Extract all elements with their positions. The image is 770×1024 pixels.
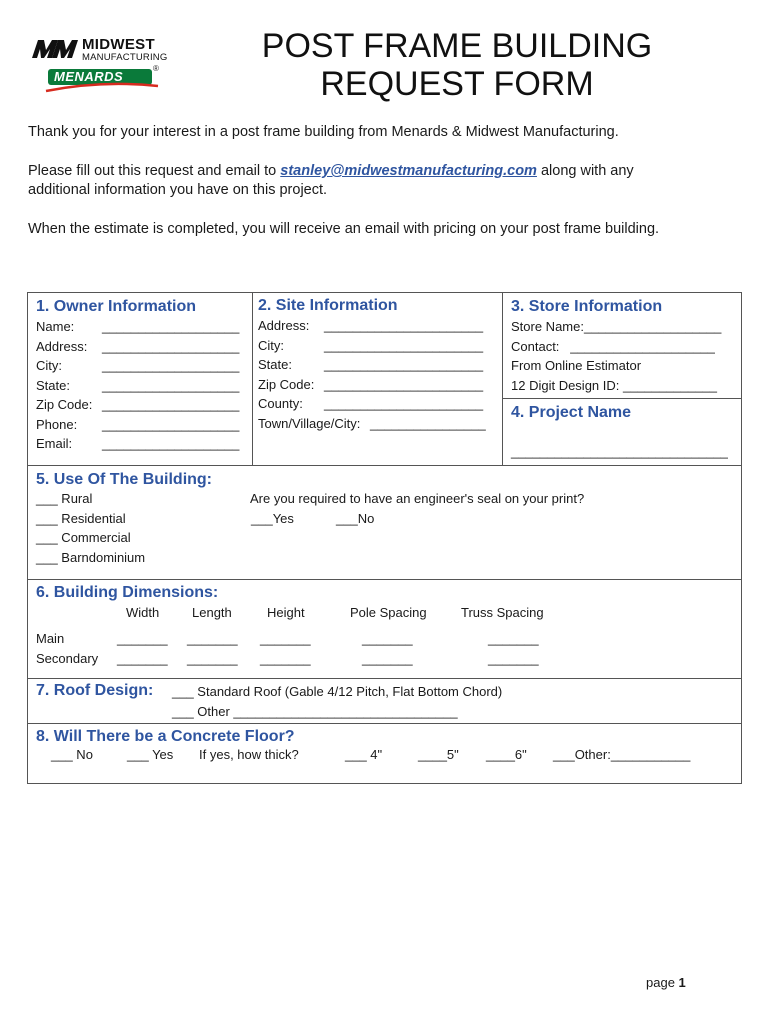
page-footer	[646, 975, 686, 990]
owner-email-label: Email:	[36, 436, 73, 451]
midwest-logo-text: MIDWEST	[82, 36, 155, 53]
intro-fill-suffix: along with any	[536, 163, 634, 179]
concrete-other[interactable]: ___Other:___________	[553, 747, 691, 762]
intro-thanks: Thank you for your interest in a post frame building from Menards & Midwest Manufacturing.	[28, 124, 619, 140]
intro-instructions-line2: additional information you have on this project.	[28, 182, 328, 198]
site-state-field[interactable]: ______________________	[324, 357, 484, 372]
page-title	[232, 27, 682, 103]
store-contact-field[interactable]: Contact: ____________________	[511, 338, 715, 354]
secondary-width-field[interactable]: _______	[117, 650, 168, 666]
divider-section-6	[27, 579, 742, 580]
owner-city-field[interactable]: ___________________	[102, 358, 240, 373]
concrete-5-inch[interactable]: ____5"	[418, 747, 459, 762]
owner-name-label: Name:	[36, 319, 75, 334]
site-address-label: Address:	[258, 318, 310, 333]
use-option-rural[interactable]: ___ Rural	[36, 491, 93, 506]
owner-state-field[interactable]: ___________________	[102, 377, 240, 393]
main-height-field[interactable]: _______	[260, 631, 311, 646]
secondary-height-field[interactable]: _______	[260, 650, 311, 666]
col-length: Length	[192, 605, 232, 620]
owner-heading: 1. Owner Information	[36, 298, 197, 315]
menards-logo	[44, 66, 160, 94]
owner-phone-field[interactable]: ___________________	[102, 416, 240, 432]
secondary-truss-spacing-field[interactable]: _______	[488, 650, 539, 666]
store-heading: 3. Store Information	[511, 298, 663, 315]
use-option-barndominium[interactable]: ___ Barndominium	[36, 549, 146, 565]
divider-1-2	[252, 292, 253, 465]
intro-estimate: When the estimate is completed, you will receive an email with pricing on your post frame building.	[28, 221, 660, 237]
registered-mark: ®	[153, 64, 159, 73]
engineer-seal-yes[interactable]: ___Yes	[251, 510, 294, 526]
dimensions-heading: 6. Building Dimensions:	[36, 584, 219, 601]
site-town-label: Town/Village/City:	[258, 415, 361, 431]
site-heading: 2. Site Information	[258, 297, 398, 314]
concrete-heading: 8. Will There be a Concrete Floor?	[36, 728, 295, 745]
divider-section-5	[27, 465, 742, 466]
main-truss-spacing-field[interactable]: _______	[488, 631, 539, 646]
project-name-field[interactable]: ______________________________	[511, 444, 728, 459]
owner-city-label: City:	[36, 358, 62, 373]
site-city-label: City:	[258, 337, 284, 353]
col-height: Height	[267, 605, 305, 620]
concrete-no[interactable]: ___ No	[51, 747, 93, 762]
use-option-residential[interactable]: ___ Residential	[36, 510, 126, 526]
roof-heading: 7. Roof Design:	[36, 682, 154, 699]
page-label: page	[646, 975, 675, 990]
menards-logo-text: MENARDS	[54, 69, 124, 84]
store-design-id-field[interactable]: 12 Digit Design ID: _____________	[511, 377, 717, 393]
midwest-logo	[30, 36, 170, 96]
midwest-mm-icon	[32, 38, 78, 60]
site-city-field[interactable]: ______________________	[324, 337, 484, 353]
site-zip-field[interactable]: ______________________	[324, 376, 484, 392]
site-state-label: State:	[258, 357, 292, 372]
owner-email-field[interactable]: ___________________	[102, 436, 240, 451]
intro-fill-prefix: Please fill out this request and email to	[28, 163, 281, 179]
site-town-field[interactable]: ________________	[370, 415, 486, 431]
owner-address-label: Address:	[36, 338, 88, 354]
store-estimator-label: From Online Estimator	[511, 358, 642, 373]
divider-3-4	[502, 398, 742, 399]
col-truss-spacing: Truss Spacing	[461, 605, 544, 620]
owner-phone-label: Phone:	[36, 416, 78, 432]
roof-option-standard[interactable]: ___ Standard Roof (Gable 4/12 Pitch, Flat Bottom Chord)	[172, 684, 503, 699]
main-length-field[interactable]: _______	[187, 631, 238, 646]
roof-option-other[interactable]: ___ Other _______________________________	[172, 703, 458, 719]
site-county-label: County:	[258, 396, 303, 411]
owner-zip-field[interactable]: ___________________	[102, 397, 240, 412]
engineer-seal-question: Are you required to have an engineer's seal on your print?	[250, 491, 585, 506]
email-link[interactable]: stanley@midwestmanufacturing.com	[280, 163, 537, 179]
engineer-seal-no[interactable]: ___No	[336, 510, 375, 526]
col-pole-spacing: Pole Spacing	[350, 605, 427, 620]
divider-section-8	[27, 723, 742, 724]
secondary-pole-spacing-field[interactable]: _______	[362, 650, 413, 666]
divider-section-7	[27, 678, 742, 679]
midwest-logo-subtitle: MANUFACTURING	[82, 52, 168, 63]
store-name-field[interactable]: Store Name:___________________	[511, 319, 722, 334]
owner-name-field[interactable]: ___________________	[102, 319, 240, 334]
concrete-4-inch[interactable]: ___ 4"	[345, 747, 383, 762]
concrete-yes[interactable]: ___ Yes	[127, 747, 174, 762]
col-width: Width	[126, 605, 160, 620]
use-option-commercial[interactable]: ___ Commercial	[36, 530, 131, 545]
site-county-field[interactable]: ______________________	[324, 396, 484, 411]
project-heading: 4. Project Name	[511, 404, 632, 421]
owner-zip-label: Zip Code:	[36, 397, 93, 412]
page-number: 1	[678, 975, 686, 990]
main-pole-spacing-field[interactable]: _______	[362, 631, 413, 646]
owner-address-field[interactable]: ___________________	[102, 338, 240, 354]
intro-instructions	[28, 163, 634, 179]
site-address-field[interactable]: ______________________	[324, 318, 484, 333]
concrete-thickness-question: If yes, how thick?	[199, 747, 299, 762]
divider-2-3	[502, 292, 503, 465]
owner-state-label: State:	[36, 377, 70, 393]
main-width-field[interactable]: _______	[117, 631, 168, 646]
secondary-length-field[interactable]: _______	[187, 650, 238, 666]
row-main-label: Main	[36, 631, 65, 646]
use-heading: 5. Use Of The Building:	[36, 471, 213, 488]
site-zip-label: Zip Code:	[258, 376, 315, 392]
page-title-line1: POST FRAME BUILDING	[261, 27, 653, 65]
row-secondary-label: Secondary	[36, 650, 99, 666]
concrete-6-inch[interactable]: ____6"	[486, 747, 527, 762]
page-title-line2: REQUEST FORM	[320, 65, 594, 103]
